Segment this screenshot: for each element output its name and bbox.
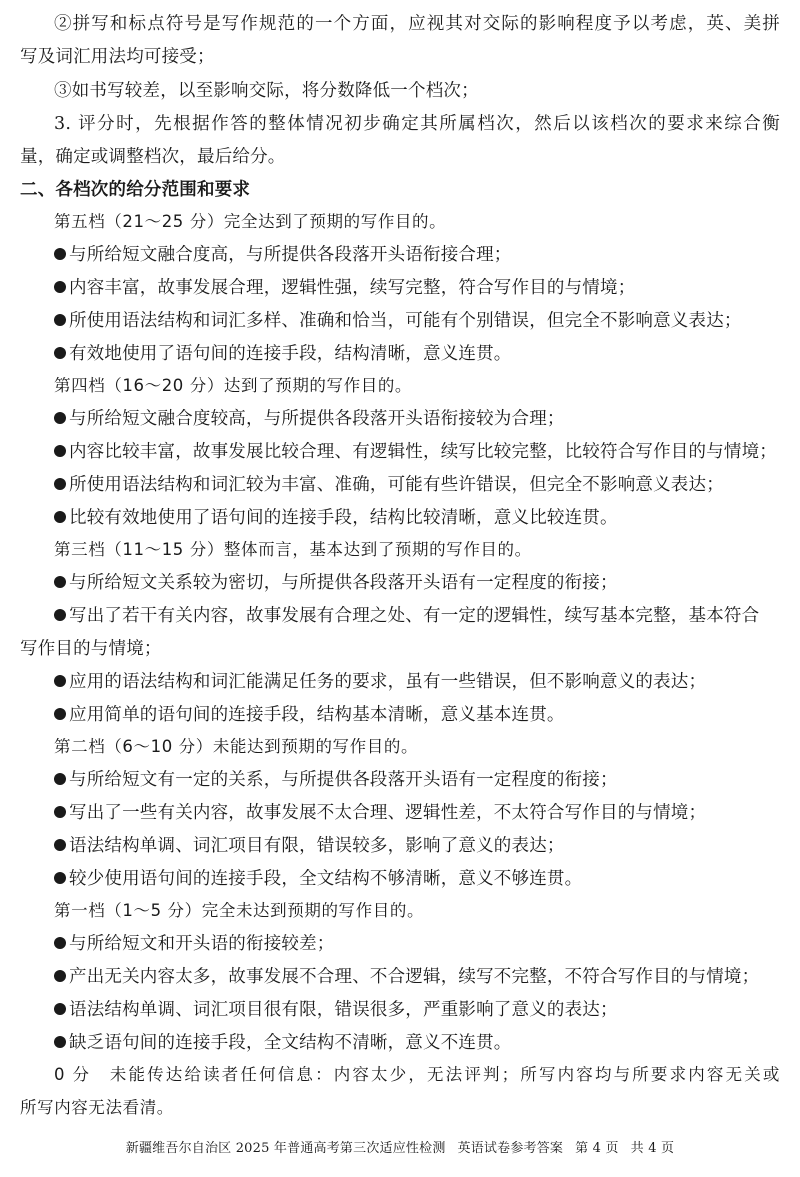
bullet-icon [54,1036,66,1048]
grade-1-item-text: 缺乏语句间的连接手段，全文结构不清晰，意义不连贯。 [69,1033,512,1053]
rule-3-line-2: 量，确定或调整档次，最后给分。 [20,147,286,167]
grade-4-title: 第四档（16～20 分）达到了预期的写作目的。 [54,376,413,395]
bullet-icon [54,314,66,326]
grade-5-item [54,276,780,300]
page-footer [0,1140,800,1158]
grade-4-item [54,407,780,431]
bullet-icon [54,347,66,359]
rule-item-3: ③如书写较差，以至影响交际，将分数降低一个档次； [54,81,479,101]
grade-5-item-text: 有效地使用了语句间的连接手段，结构清晰，意义连贯。 [69,344,512,364]
grade-3-title: 第三档（11～15 分）整体而言，基本达到了预期的写作目的。 [54,540,532,559]
grade-4-item [54,506,780,530]
grade-2-item [54,768,780,792]
grade-4-item-text: 内容比较丰富，故事发展比较合理、有逻辑性，续写比较完整，比较符合写作目的与情境； [69,442,777,462]
section-2-heading: 二、各档次的给分范围和要求 [20,180,251,200]
grade-1-title: 第一档（1～5 分）完全未达到预期的写作目的。 [54,901,425,920]
grade-2-title: 第二档（6～10 分）未能达到预期的写作目的。 [54,737,419,756]
grade-1-item [54,932,780,956]
grade-0-line-2: 所写内容无法看清。 [20,1098,174,1117]
bullet-icon [54,937,66,949]
grade-4-item-text: 所使用语法结构和词汇较为丰富、准确，可能有些许错误，但完全不影响意义表达； [69,475,724,495]
footer-subject: 英语试卷参考答案 [457,1141,564,1156]
bullet-icon [54,511,66,523]
grade-4-item [54,473,780,497]
grade-2-item [54,867,780,891]
grade-5-item-text: 内容丰富，故事发展合理，逻辑性强，续写完整，符合写作目的与情境； [69,278,636,298]
bullet-icon [54,248,66,260]
bullet-icon [54,412,66,424]
grade-1-item [54,1031,780,1055]
grade-2-item-text: 较少使用语句间的连接手段，全文结构不够清晰，意义不够连贯。 [69,869,583,889]
grade-3-item [54,571,780,595]
grade-1-item-text: 与所给短文和开头语的衔接较差； [69,934,335,954]
grade-3-item-text: 与所给短文关系较为密切，与所提供各段落开头语有一定程度的衔接； [69,573,618,593]
bullet-icon [54,445,66,457]
grade-0-line-1: 0 分 未能传达给读者任何信息：内容太少，无法评判；所写内容均与所要求内容无关或 [54,1065,780,1084]
rule-item-2-line-1: ②拼写和标点符号是写作规范的一个方面，应视其对交际的影响程度予以考虑，英、美拼 [54,14,780,34]
rule-item-2-line-2: 写及词汇用法均可接受； [20,47,215,67]
bullet-icon [54,281,66,293]
bullet-icon [54,1003,66,1015]
grade-5-item [54,342,780,366]
grade-2-item-text: 与所给短文有一定的关系，与所提供各段落开头语有一定程度的衔接； [69,770,618,790]
bullet-icon [54,675,66,687]
grade-1-item [54,998,780,1022]
grade-3-item-text: 应用的语法结构和词汇能满足任务的要求，虽有一些错误，但不影响意义的表达； [69,672,707,692]
bullet-icon [54,839,66,851]
grade-5-item-text: 与所给短文融合度高，与所提供各段落开头语衔接合理； [69,245,512,265]
rule-3-line-1: 3. 评分时，先根据作答的整体情况初步确定其所属档次，然后以该档次的要求来综合衡 [54,114,780,134]
bullet-icon [54,609,66,621]
grade-2-item [54,834,780,858]
grade-2-item [54,801,780,825]
footer-total-pages: 共 4 页 [630,1141,675,1156]
grade-3-item [54,703,780,727]
grade-5-item-text: 所使用语法结构和词汇多样、准确和恰当，可能有个别错误，但完全不影响意义表达； [69,311,742,331]
grade-1-item-text: 产出无关内容太多，故事发展不合理、不合逻辑，续写不完整，不符合写作目的与情境； [69,967,760,987]
grade-2-item-text: 语法结构单调、词汇项目有限，错误较多，影响了意义的表达； [69,836,565,856]
grade-3-item-text: 应用简单的语句间的连接手段，结构基本清晰，意义基本连贯。 [69,705,565,725]
grade-1-item [54,965,780,989]
footer-page-number: 第 4 页 [575,1141,619,1156]
bullet-icon [54,708,66,720]
bullet-icon [54,970,66,982]
grade-2-item-text: 写出了一些有关内容，故事发展不太合理、逻辑性差，不太符合写作目的与情境； [69,803,707,823]
grade-5-item [54,243,780,267]
grade-3-item [54,670,780,694]
grade-3-item-text: 写出了若干有关内容，故事发展有合理之处、有一定的逻辑性，续写基本完整，基本符合 [69,606,760,626]
grade-5-item [54,309,780,333]
bullet-icon [54,576,66,588]
grade-4-item-text: 与所给短文融合度较高，与所提供各段落开头语衔接较为合理； [69,409,565,429]
bullet-icon [54,478,66,490]
grade-4-item [54,440,780,464]
bullet-icon [54,806,66,818]
grade-3-item-continuation: 写作目的与情境； [20,639,162,659]
grade-4-item-text: 比较有效地使用了语句间的连接手段，结构比较清晰，意义比较连贯。 [69,508,618,528]
footer-exam-title: 新疆维吾尔自治区 2025 年普通高考第三次适应性检测 [125,1141,446,1156]
grade-1-item-text: 语法结构单调、词汇项目很有限，错误很多，严重影响了意义的表达； [69,1000,618,1020]
bullet-icon [54,773,66,785]
grade-3-item [54,604,780,628]
bullet-icon [54,872,66,884]
grade-5-title: 第五档（21～25 分）完全达到了预期的写作目的。 [54,212,447,231]
